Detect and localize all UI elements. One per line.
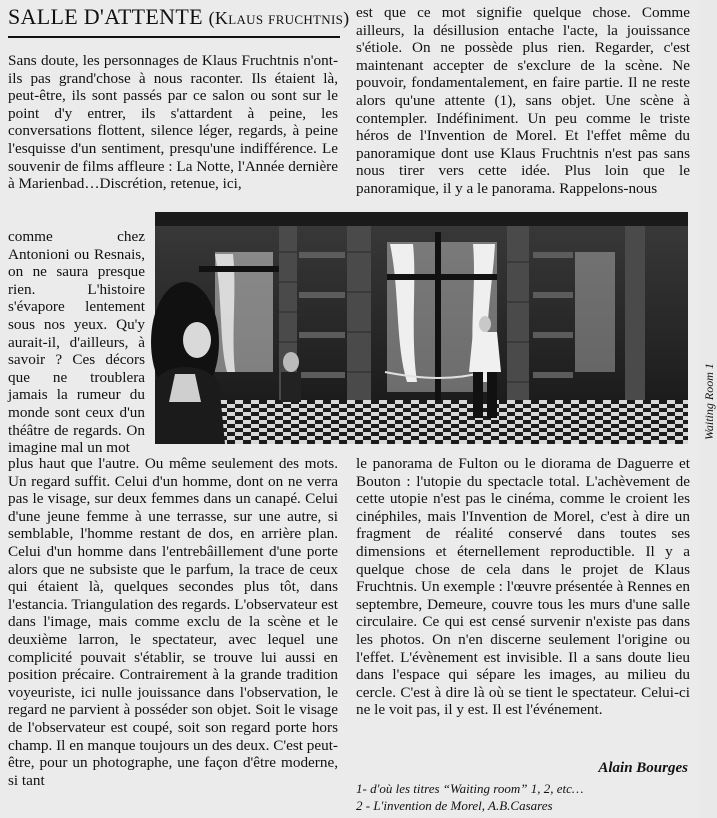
photo-caption [688,340,716,440]
title-main: SALLE D'ATTENTE [8,4,203,29]
paragraph: le panorama de Fulton ou le diorama de Daguerre et Bouton : l'utopie du spectacle total. L'achèvement de cette utopie n'est pas le cinéma, comme le croient les cinéphiles, mais l'Invention de Morel, c'est à dire un fragment de réalité conservé dans toutes ses dimensions et éternellement reproductible. Il y a quelque chose de cela dans le projet de Klaus Fruchtnis. Un exemple : l'œuvre présentée à Rennes en septembre, Demeure, couvre tous les murs d'une salle circulaire. Ce qui est censé survenir n'existe pas dans les photos. On n'en discerne seulement l'origine ou l'effet. L'évènement est invisible. Il a sans doute lieu dans l'espace qui sépare les images, au milieu du cercle. C'est à dire là où se tient le spectateur. Celui-ci ne le voit pas, il y est. Il est l'événement. [356,455,690,719]
left-column-narrow [8,228,145,457]
footnote: 2 - L'invention de Morel, A.B.Casares [356,798,553,813]
panorama-photo [155,212,688,444]
left-column-bottom [8,455,338,789]
right-column-bottom [356,455,690,719]
footnote: 1- d'où les titres “Waiting room” 1, 2, etc… [356,781,584,796]
author-signature: Alain Bourges [598,760,688,776]
caption-text: Waiting Room 1 [702,363,716,440]
paragraph: comme chez Antonioni ou Resnais, on ne saura presque rien. L'histoire s'évapore lentement sous nos yeux. Qu'y aurait-il, d'ailleurs, à savoir ? Ces décors que ne troublera jamais la rumeur du monde sont ceux d'un théâtre de regards. On imagine mal un mot [8,228,145,457]
paragraph: Sans doute, les personnages de Klaus Fruchtnis n'ont-ils pas grand'chose à nous raconter. Ils étaient là, peut-être, ils sont passés par ce salon ou sont sur le point d'y entrer, ils s'attardent à peine, les conversations flottent, silence léger, regards, à peine l'esquisse d'un sentiment, presqu'une indifférence. Le souvenir de films affleure : La Notte, l'Année dernière à Marienbad…Discrétion, retenue, ici, [8,52,338,193]
paragraph: plus haut que l'autre. Ou même seulement des mots. Un regard suffit. Celui d'un homme, dont on ne verra pas le visage, sur deux femmes dans un canapé. Celui d'une jeune femme à une terrasse, sur une autre, si semblable, l'homme restant de dos, en arrière plan. Celui d'un homme dans l'entrebâillement d'une porte alors que ne subsiste que le parfum, la trace de ceux qui étaient là, quelques secondes plus tôt, dans l'estancia. Triangulation des regards. L'observateur est dans l'image, mais comme exclu de la scène et le deuxième larron, le spectateur, avec lequel une complicité pouvait s'établir, se trouve lui aussi en position précaire. Contrairement à la grande tradition voyeuriste, ici nulle jouissance dans l'observation, le regard ne parvient à posséder son objet. Soit le visage de l'observateur est coupé, soit son regard porte hors champ. Il en manque toujours un des deux. C'est peut-être, pour un photographe, une façon d'être moderne, si tant [8,455,338,789]
title-rule [8,36,340,38]
panorama-illustration [155,212,688,444]
paragraph: est que ce mot signifie quelque chose. Comme ailleurs, la désillusion entache l'acte, la jouissance s'étiole. On ne possède plus rien. Regarder, c'est maintenant accepter de s'exclure de la scène. Ne pouvoir, fondamentalement, en faire partie. Il ne reste alors qu'une attente (1), sans objet. Une scène à contempler. Indéfiniment. Un peu comme le triste héros de l'Invention de Morel. Et l'effet même du panoramique dont use Klaus Fruchtnis n'est pas sans nous tirer vers cette idée. Plus loin que le panoramique, il y a le panorama. Rappelons-nous [356,4,690,197]
left-column-top [8,52,338,193]
footnotes [356,780,690,814]
right-column-top [356,4,690,198]
title-subtitle: (Klaus fruchtnis) [208,8,350,28]
article-title [8,4,350,31]
